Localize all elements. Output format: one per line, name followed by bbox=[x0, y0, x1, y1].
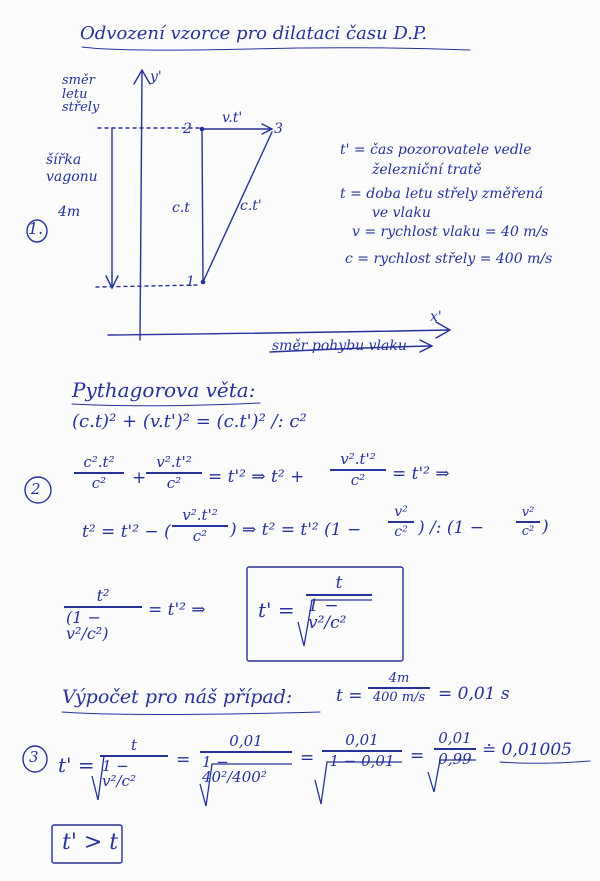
eq3-fraction-1: v².t'² c² bbox=[172, 508, 228, 544]
axis-y-label: y' bbox=[150, 69, 162, 85]
point-2-label: 2 bbox=[183, 121, 192, 137]
calc-fraction-3: 0,01 1 − 0,01 bbox=[322, 733, 402, 769]
section-1-marker: 1. bbox=[28, 219, 44, 238]
calc-result: ≐ 0,01005 bbox=[482, 740, 572, 760]
page-title: Odvození vzorce pro dilataci času D.P. bbox=[80, 23, 428, 44]
calc-fraction-4: 0,01 0,99 bbox=[434, 731, 476, 767]
calc-eq-1: = bbox=[176, 750, 191, 770]
axis-x-label: x' bbox=[430, 309, 442, 325]
tprime-lhs: t' = bbox=[58, 753, 95, 777]
eq2-fraction-2: v².t'² c² bbox=[146, 455, 202, 491]
section-3-marker: 3 bbox=[29, 748, 39, 766]
calc-eq-2: = bbox=[300, 748, 315, 768]
t-lhs: t = bbox=[336, 686, 363, 706]
eq2-end: = t'² ⇒ bbox=[392, 464, 450, 484]
pythagoras-heading: Pythagorova věta: bbox=[72, 378, 256, 402]
eq4-fraction: t² (1 − v²/c²) bbox=[64, 588, 142, 642]
calc-fraction-1: t 1 − v²/c² bbox=[100, 738, 168, 789]
def-c: c = rychlost střely = 400 m/s bbox=[345, 251, 553, 267]
def-tprime-line1: t' = čas pozorovatele vedle bbox=[340, 142, 532, 158]
boxed-formula: t 1 − v²/c² bbox=[306, 575, 372, 632]
eq3-middle: ) ⇒ t² = t'² (1 − bbox=[230, 520, 362, 540]
t-result: = 0,01 s bbox=[438, 684, 510, 704]
vt-label: v.t' bbox=[222, 110, 243, 126]
section-2-marker: 2 bbox=[31, 480, 41, 498]
def-t-line2: ve vlaku bbox=[372, 205, 431, 221]
eq4-middle: = t'² ⇒ bbox=[148, 600, 206, 620]
ctp-label: c.t' bbox=[240, 198, 262, 214]
eq2-plus: + bbox=[132, 468, 147, 488]
calculation-heading: Výpočet pro náš případ: bbox=[62, 686, 293, 708]
wagon-width-value: 4m bbox=[58, 204, 81, 220]
calc-eq-3: = bbox=[410, 746, 425, 766]
equation-1: (c.t)² + (v.t')² = (c.t')² /: c² bbox=[72, 411, 307, 432]
wagon-width-label: šířka vagonu bbox=[46, 152, 98, 185]
ct-label: c.t bbox=[172, 200, 190, 216]
bullet-direction-label: směr letu střely bbox=[62, 73, 100, 116]
conclusion: t' > t bbox=[62, 830, 119, 855]
def-t-line1: t = doba letu střely změřená bbox=[340, 186, 544, 202]
eq3-fraction-2: v² c² bbox=[388, 505, 414, 539]
point-1-label: 1 bbox=[186, 274, 195, 290]
eq3-end: ) /: (1 − bbox=[418, 518, 484, 538]
calc-fraction-2: 0,01 1 − 40²/400² bbox=[200, 734, 292, 785]
eq3-start: t² = t'² − ( bbox=[82, 522, 171, 542]
boxed-lhs: t' = bbox=[258, 598, 295, 622]
eq2-fraction-1: c².t² c² bbox=[74, 455, 124, 491]
point-3-label: 3 bbox=[274, 121, 283, 137]
eq3-fraction-3: v² c² bbox=[516, 506, 540, 538]
t-fraction: 4m 400 m/s bbox=[368, 672, 430, 704]
train-direction-label: směr pohybu vlaku bbox=[272, 338, 407, 354]
def-v: v = rychlost vlaku = 40 m/s bbox=[352, 224, 549, 240]
eq2-fraction-3: v².t'² c² bbox=[330, 452, 386, 488]
eq3-close: ) bbox=[542, 517, 549, 537]
eq2-middle: = t'² ⇒ t² + bbox=[208, 467, 305, 487]
def-tprime-line2: železniční tratě bbox=[372, 162, 482, 178]
